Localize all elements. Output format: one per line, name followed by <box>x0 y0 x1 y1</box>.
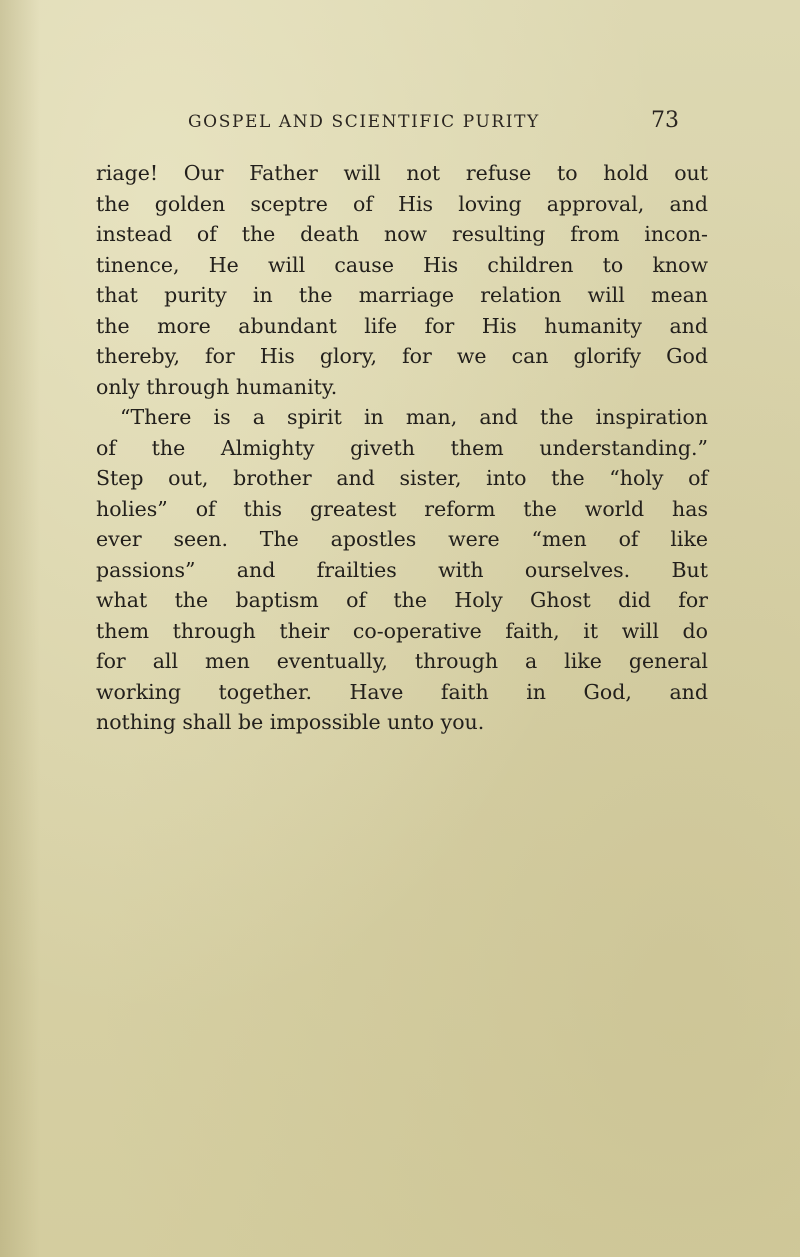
text-line: the golden sceptre of His loving approval, and <box>96 191 708 216</box>
text-line: Step out, brother and sister, into the “holy of <box>96 466 708 490</box>
text-line: passions” and frailties with ourselves. But <box>96 557 708 582</box>
text-line: working together. Have faith in God, and <box>96 679 708 704</box>
running-title: GOSPEL AND SCIENTIFIC PURITY <box>188 112 540 132</box>
text-line: that purity in the marriage relation will mean <box>96 283 708 307</box>
text-line: thereby, for His glory, for we can glorify God <box>96 344 708 368</box>
text-line: what the baptism of the Holy Ghost did for <box>96 588 708 612</box>
text-line: instead of the death now resulting from incon- <box>96 222 708 246</box>
text-line: ever seen. The apostles were “men of like <box>96 527 708 551</box>
body-text <box>96 158 708 738</box>
text-line: tinence, He will cause His children to know <box>96 252 708 277</box>
text-line: “There is a spirit in man, and the inspiration <box>120 405 708 429</box>
text-line: for all men eventually, through a like general <box>96 649 708 673</box>
text-line: nothing shall be impossible unto you. <box>96 710 485 734</box>
running-head <box>188 110 748 140</box>
text-line: only through humanity. <box>96 374 338 399</box>
text-line: riage! Our Father will not refuse to hold out <box>96 161 708 185</box>
text-line: holies” of this greatest reform the world has <box>96 496 708 521</box>
text-line: the more abundant life for His humanity and <box>96 313 708 338</box>
text-line: them through their co-operative faith, it will do <box>96 618 708 643</box>
text-line: of the Almighty giveth them understanding.” <box>96 435 708 460</box>
page-number: 73 <box>651 108 679 133</box>
